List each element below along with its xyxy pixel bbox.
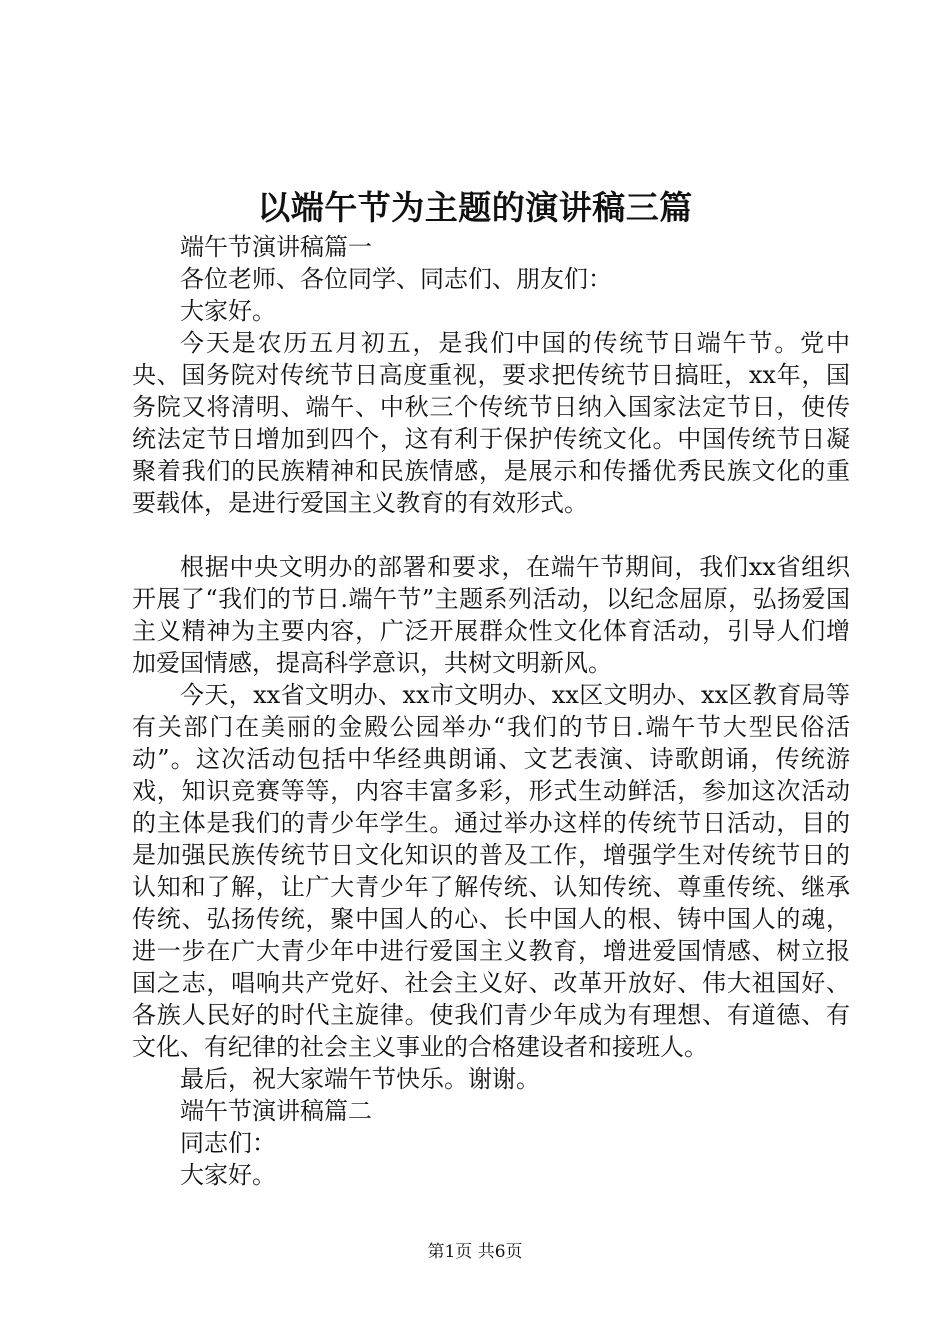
page-indicator: 第1页 共6页 [427,1242,523,1262]
document-title: 以端午节为主题的演讲稿三篇 [257,188,693,227]
salutation: 各位老师、各位同学、同志们、朋友们： [180,265,612,293]
greeting: 大家好。 [180,1161,276,1189]
body-paragraph: 根据中央文明办的部署和要求，在端午节期间，我们xx省组织开展了“我们的节日.端午节”主题系列活动，以纪念屈原，弘扬爱国主义精神为主要内容，广泛开展群众性文化体育活动，引导人们增加爱国情感，提高科学意识，共树文明新风。 [132,553,850,677]
body-paragraph: 今天，xx省文明办、xx市文明办、xx区文明办、xx区教育局等有关部门在美丽的金殿公园举办“我们的节日.端午节大型民俗活动”。这次活动包括中华经典朗诵、文艺表演、诗歌朗诵，传统游戏，知识竞赛等等，内容丰富多彩，形式生动鲜活，参加这次活动的主体是我们的青少年学生。通过举办这样的传统节日活动，目的是加强民族传统节日文化知识的普及工作，增强学生对传统节日的认知和了解，让广大青少年了解传统、认知传统、尊重传统、继承传统、弘扬传统，聚中国人的心、长中国人的根、铸中国人的魂，进一步在广大青少年中进行爱国主义教育，增进爱国情感、树立报国之志，唱响共产党好、社会主义好、改革开放好、伟大祖国好、各族人民好的时代主旋律。使我们青少年成为有理想、有道德、有文化、有纪律的社会主义事业的合格建设者和接班人。 [132,681,850,1061]
section-heading-2: 端午节演讲稿篇二 [180,1097,372,1125]
document-body [132,231,850,1191]
body-paragraph: 今天是农历五月初五，是我们中国的传统节日端午节。党中央、国务院对传统节日高度重视，要求把传统节日搞旺，xx年，国务院又将清明、端午、中秋三个传统节日纳入国家法定节日，使传统法定节日增加到四个，这有利于保护传统文化。中国传统节日凝聚着我们的民族精神和民族情感，是展示和传播优秀民族文化的重要载体，是进行爱国主义教育的有效形式。 [132,329,850,517]
closing-line: 最后，祝大家端午节快乐。谢谢。 [180,1065,540,1093]
salutation: 同志们： [180,1129,276,1157]
greeting: 大家好。 [180,297,276,325]
section-heading-1: 端午节演讲稿篇一 [180,233,372,261]
